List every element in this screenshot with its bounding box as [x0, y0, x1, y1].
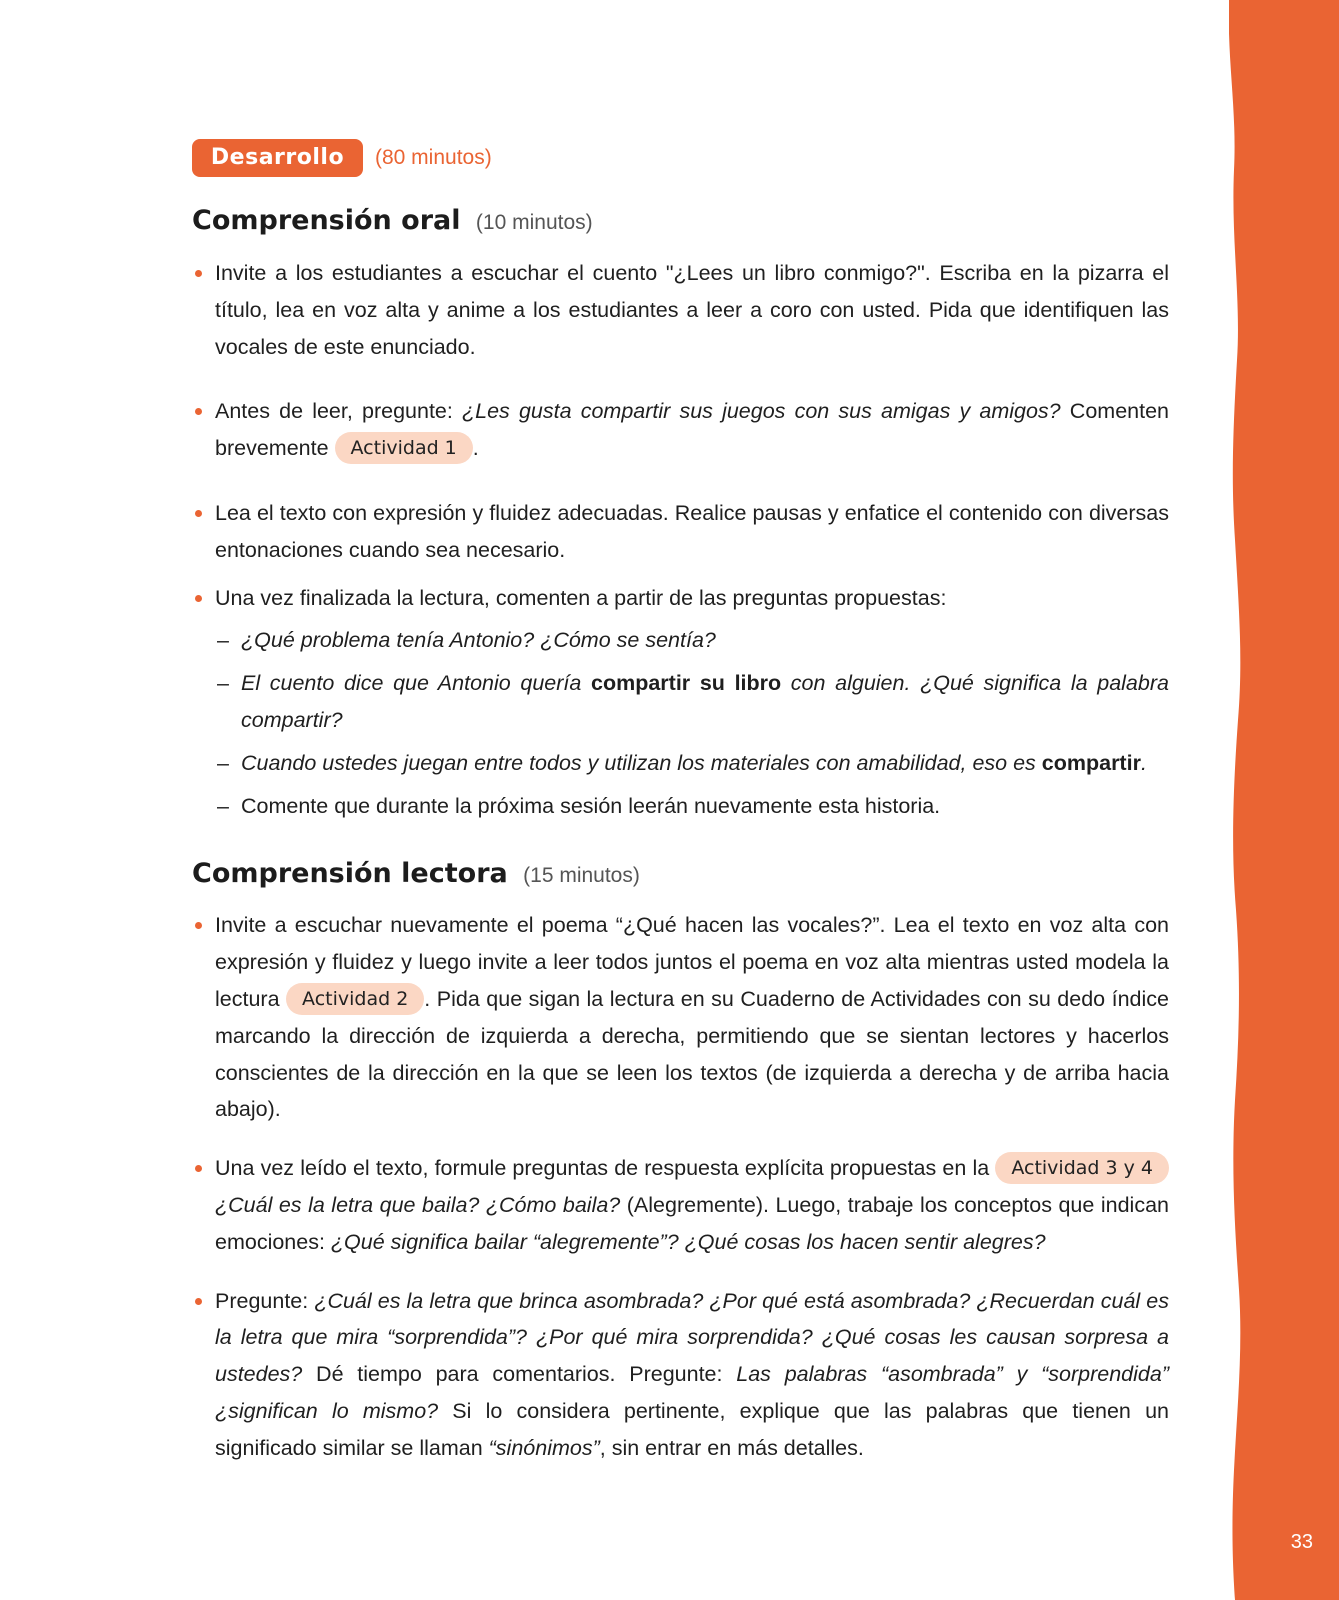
term-text: “sinónimos” — [488, 1435, 600, 1460]
comprension-oral-list — [192, 255, 1169, 824]
item-text: Pregunte: — [215, 1288, 315, 1313]
question-text: Las palabras “asombrada” y “sorprendida” ¿significan lo mismo? — [215, 1362, 1169, 1423]
question-text: ¿Cuál es la letra que brinca asombrada? ¿Por qué está asombrada? ¿Recuerdan cuál es la letra que mira “sorprendida”? ¿Por qué mira sorprendida? ¿Qué cosas les causan sorpresa a ustedes? — [215, 1288, 1169, 1387]
section-title-comprension-oral — [192, 205, 1169, 236]
section-title-comprension-lectora — [192, 858, 1169, 889]
page-number: 33 — [1290, 1531, 1313, 1553]
stage-header — [192, 139, 1169, 177]
section-title-text: Comprensión oral — [192, 205, 461, 236]
question-text: Cuando ustedes juegan entre todos y utilizan los materiales con amabilidad, eso es — [241, 750, 1042, 775]
activity-tag: Actividad 3 y 4 — [995, 1152, 1169, 1184]
question-text: con alguien. ¿Qué significa la palabra compartir? — [241, 671, 1169, 732]
item-text: Una vez finalizada la lectura, comenten a partir de las preguntas propuestas: — [215, 585, 947, 610]
section-duration: (10 minutos) — [475, 211, 593, 234]
list-item — [192, 580, 1169, 825]
stage-duration: (80 minutos) — [375, 146, 492, 169]
list-item — [192, 255, 1169, 365]
item-text: . Pida que sigan la lectura en su Cuaderno de Actividades con su dedo índice marcando la dirección de izquierda a derecha, permitiendo que se sientan lectores y hacerlos conscientes de la dirección en la que se leen los textos (de izquierda a derecha y de arriba hacia abajo). — [215, 986, 1169, 1122]
activity-tag: Actividad 2 — [286, 983, 424, 1015]
comprension-lectora-list — [192, 907, 1169, 1466]
emphasis-text: compartir su libro — [591, 671, 782, 696]
item-text: Una vez leído el texto, formule preguntas de respuesta explícita propuestas en la — [215, 1156, 996, 1181]
activity-tag: Actividad 1 — [335, 432, 473, 464]
emphasis-text: compartir — [1041, 750, 1141, 775]
question-text: El cuento dice que Antonio quería — [241, 671, 591, 696]
side-decorative-band — [1229, 0, 1339, 1600]
question-text: ¿Qué significa bailar “alegremente”? ¿Qué cosas los hacen sentir alegres? — [330, 1229, 1046, 1254]
item-text: . — [472, 436, 479, 461]
list-item — [192, 495, 1169, 569]
item-text: Antes de leer, pregunte: — [215, 399, 462, 424]
list-item — [192, 1150, 1169, 1260]
question-text: ¿Les gusta compartir sus juegos con sus amigas y amigos? — [462, 399, 1061, 424]
sublist-item — [215, 788, 1169, 825]
item-text: Invite a los estudiantes a escuchar el cuento "¿Lees un libro conmigo?". Escriba en la pizarra el título, lea en voz alta y anime a los estudiantes a leer a coro con usted. Pida que identifiquen las vocales de este enunciado. — [215, 261, 1169, 359]
sublist-item — [215, 665, 1169, 739]
item-text: Dé tiempo para comentarios. Pregunte: — [302, 1362, 737, 1387]
list-item — [192, 907, 1169, 1128]
sublist-item — [215, 745, 1169, 782]
list-item — [192, 1283, 1169, 1467]
item-first-line — [215, 1150, 1169, 1187]
page-content — [192, 139, 1169, 1467]
item-text: Invite a escuchar nuevamente el poema “¿Qué hacen las vocales?”. Lea el texto en voz alta con expresión y fluidez y luego invite a leer todos juntos el poema en voz alta mientras usted modela la lectura — [215, 913, 1169, 1011]
section-title-text: Comprensión lectora — [192, 858, 508, 890]
item-text: , sin entrar en más detalles. — [599, 1435, 864, 1460]
item-text: Si lo considera pertinente, explique que las palabras que tienen un significado similar se llaman — [215, 1398, 1169, 1460]
section-duration: (15 minutos) — [523, 864, 640, 888]
item-text: Comenten brevemente — [215, 399, 1169, 461]
item-text: Comente que durante la próxima sesión leerán nuevamente esta historia. — [241, 793, 941, 818]
sublist-item — [215, 622, 1169, 659]
question-text: ¿Cuál es la letra que baila? ¿Cómo baila? — [215, 1192, 621, 1217]
questions-sublist — [215, 622, 1169, 824]
question-text: . — [1140, 750, 1147, 775]
stage-badge: Desarrollo — [192, 139, 363, 177]
item-text: (Alegremente). Luego, trabaje los conceptos que indican emociones: — [215, 1192, 1169, 1254]
question-text: ¿Qué problema tenía Antonio? ¿Cómo se sentía? — [241, 628, 716, 653]
list-item — [192, 393, 1169, 467]
item-text: Lea el texto con expresión y fluidez adecuadas. Realice pausas y enfatice el contenido con diversas entonaciones cuando sea necesario. — [215, 500, 1169, 562]
orange-wave-shape — [1229, 0, 1339, 1600]
